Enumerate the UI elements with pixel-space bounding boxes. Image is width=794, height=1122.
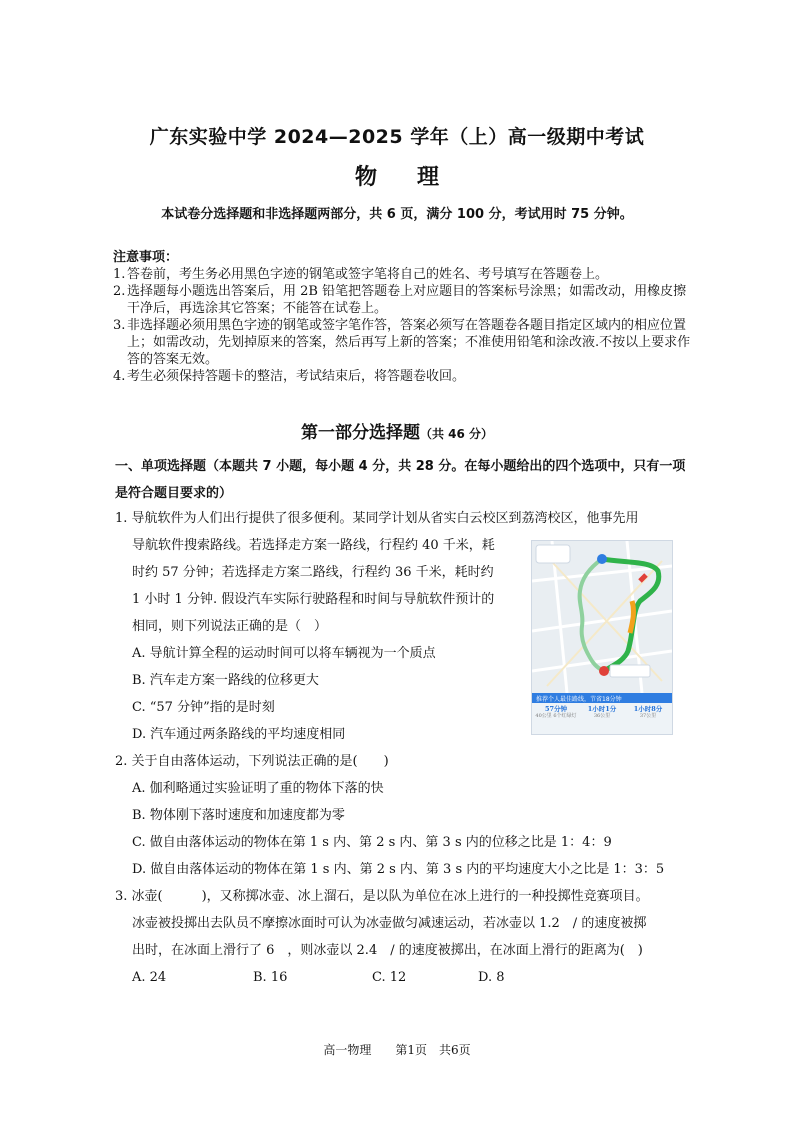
section-score: （共 46 分） xyxy=(419,427,494,441)
q1-option-c: C. “57 分钟”指的是时刻 xyxy=(132,700,275,715)
q1-line3: 时约 57 分钟；若选择走方案二路线，行程约 36 千米，耗时约 xyxy=(132,565,494,580)
q1-line4: 1 小时 1 分钟. 假设汽车实际行驶路程和时间与导航软件预计的 xyxy=(132,592,495,607)
route-option-1 xyxy=(534,706,578,720)
q2-option-a: A. 伽利略通过实验证明了重的物体下落的快 xyxy=(132,781,384,796)
route-option-3-time: 1小时8分 xyxy=(633,705,663,713)
section-heading xyxy=(0,418,794,443)
notes-block xyxy=(113,249,693,385)
q3-line2: 冰壶被投掷出去队员不摩擦冰面时可认为冰壶做匀减速运动，若冰壶以 1.2 / 的速度被掷 xyxy=(132,916,647,931)
note-item xyxy=(113,317,693,368)
part-instructions: 一、单项选择题（本题共 7 小题，每小题 4 分，共 28 分。在每小题给出的四个选项中，只有一项是符合题目要求的） xyxy=(115,459,686,501)
q2-option-d: D. 做自由落体运动的物体在第 1 s 内、第 2 s 内、第 3 s 内的平均速度大小之比是 1：3：5 xyxy=(132,862,665,877)
q3-option-d: D. 8 xyxy=(478,970,505,985)
map-banner xyxy=(532,693,672,703)
note-text: 非选择题必须用黑色字迹的钢笔或签字笔作答，答案必须写在答题卷各题目指定区域内的相应位置上；如需改动，先划掉原来的答案，然后再写上新的答案；不准使用铅笔和涂改液.不按以上要求作答的答案无效。 xyxy=(127,318,691,367)
section-title: 第一部分选择题 xyxy=(300,423,420,443)
route-option-2-detail: 36公里 xyxy=(593,713,611,719)
q3-line3: 出时，在冰面上滑行了 6 ，则冰壶以 2.4 / 的速度被掷出，在冰面上滑行的距离为( ) xyxy=(132,943,643,958)
notes-heading: 注意事项： xyxy=(113,250,179,265)
q2-option-b: B. 物体刚下落时速度和加速度都为零 xyxy=(132,808,345,823)
q1-line2: 导航软件搜索路线。若选择走方案一路线，行程约 40 千米，耗 xyxy=(132,538,495,553)
q3-option-a: A. 24 xyxy=(132,970,167,985)
note-item xyxy=(113,368,693,385)
exam-intro: 本试卷分选择题和非选择题两部分，共 6 页，满分 100 分，考试用时 75 分钟。 xyxy=(161,207,633,222)
note-num: 1. xyxy=(113,267,126,282)
route-option-2 xyxy=(580,706,624,720)
subject-title: 物理 xyxy=(354,165,479,190)
q1-option-d: D. 汽车通过两条路线的平均速度相同 xyxy=(132,727,346,742)
q3-line1: 3. 冰壶( )，又称掷冰壶、冰上溜石，是以队为单位在冰上进行的一种投掷性竞赛项目。 xyxy=(115,889,649,904)
route-option-3 xyxy=(626,706,670,720)
q1-option-b: B. 汽车走方案一路线的位移更大 xyxy=(132,673,319,688)
q1-line5: 相同，则下列说法正确的是（ ） xyxy=(132,619,328,634)
note-text: 选择题每小题选出答案后，用 2B 铅笔把答题卷上对应题目的答案标号涂黑；如需改动，用橡皮擦干净后，再选涂其它答案；不能答在试卷上。 xyxy=(127,284,687,316)
route-option-2-time: 1小时1分 xyxy=(587,705,617,713)
note-num: 2. xyxy=(113,284,126,299)
route-option-1-time: 57分钟 xyxy=(544,705,568,713)
route-map-graphic xyxy=(532,541,672,693)
page-footer: 高一物理 第1页 共6页 xyxy=(323,1043,471,1057)
note-item xyxy=(113,283,693,317)
note-item xyxy=(113,266,693,283)
note-text: 答卷前，考生务必用黑色字迹的钢笔或签字笔将自己的姓名、考号填写在答题卷上。 xyxy=(127,267,609,282)
note-text: 考生必须保持答题卡的整洁，考试结束后，将答题卷收回。 xyxy=(127,369,466,384)
q3-option-b: B. 16 xyxy=(253,970,288,985)
q1-line1: 1. 导航软件为人们出行提供了很多便利。某同学计划从省实白云校区到荔湾校区，他事先用 xyxy=(115,511,639,526)
note-num: 3. xyxy=(113,318,126,333)
note-num: 4. xyxy=(113,369,126,384)
q3-option-c: C. 12 xyxy=(372,970,407,985)
navigation-map-figure xyxy=(531,540,673,735)
q2-stem: 2. 关于自由落体运动，下列说法正确的是( ) xyxy=(115,754,389,769)
route-option-1-detail: 40公里 6个红绿灯 xyxy=(535,713,577,719)
route-option-3-detail: 37公里 xyxy=(639,713,657,719)
q2-option-c: C. 做自由落体运动的物体在第 1 s 内、第 2 s 内、第 3 s 内的位移之比是 1：4：9 xyxy=(132,835,612,850)
map-banner-text: 推荐个人最佳路线，节省18分钟 xyxy=(536,696,622,703)
q1-option-a: A. 导航计算全程的运动时间可以将车辆视为一个质点 xyxy=(132,646,436,661)
exam-title: 广东实验中学 2024—2025 学年（上）高一级期中考试 xyxy=(149,126,645,148)
